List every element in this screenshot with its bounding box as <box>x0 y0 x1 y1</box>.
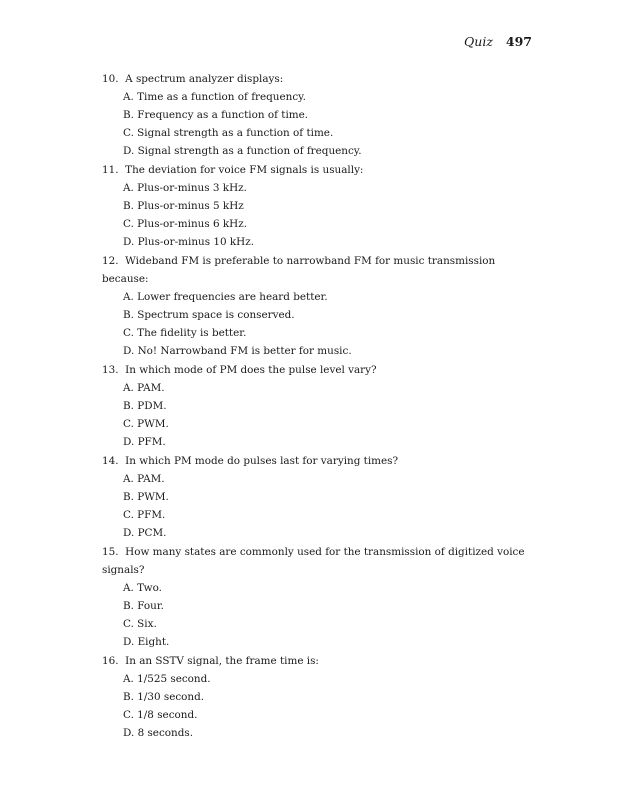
answer-options <box>102 470 542 542</box>
option-b: B. Spectrum space is conserved. <box>123 309 295 321</box>
option-a: A. PAM. <box>123 473 165 485</box>
quiz-questions <box>102 70 542 743</box>
option-c: C. PFM. <box>123 509 166 521</box>
question-13 <box>102 361 542 451</box>
option-d: D. 8 seconds. <box>123 727 194 739</box>
answer-options <box>102 379 542 451</box>
question-text: 11. The deviation for voice FM signals is usually: <box>102 164 364 176</box>
question-text: 14. In which PM mode do pulses last for varying times? <box>102 455 399 467</box>
question-text: 12. Wideband FM is preferable to narrowband FM for music transmission because: <box>102 255 496 285</box>
option-b: B. PDM. <box>123 400 167 412</box>
option-a: A. Lower frequencies are heard better. <box>123 291 328 303</box>
option-a: A. 1/525 second. <box>123 673 211 685</box>
question-14 <box>102 452 542 542</box>
question-text: 13. In which mode of PM does the pulse level vary? <box>102 364 377 376</box>
option-c: C. The fidelity is better. <box>123 327 247 339</box>
option-c: C. Six. <box>123 618 157 630</box>
option-d: D. Plus-or-minus 10 kHz. <box>123 236 255 248</box>
option-b: B. PWM. <box>123 491 169 503</box>
answer-options <box>102 579 542 651</box>
option-a: A. Time as a function of frequency. <box>123 91 306 103</box>
running-head: Quiz <box>464 34 493 49</box>
question-12 <box>102 252 542 360</box>
option-a: A. PAM. <box>123 382 165 394</box>
option-a: A. Two. <box>123 582 162 594</box>
page-header <box>464 34 532 49</box>
option-d: D. No! Narrowband FM is better for music. <box>123 345 352 357</box>
option-d: D. Eight. <box>123 636 170 648</box>
answer-options <box>102 179 542 251</box>
option-a: A. Plus-or-minus 3 kHz. <box>123 182 247 194</box>
option-d: D. PFM. <box>123 436 166 448</box>
option-c: C. Signal strength as a function of time. <box>123 127 334 139</box>
option-b: B. Frequency as a function of time. <box>123 109 309 121</box>
option-d: D. Signal strength as a function of frequency. <box>123 145 362 157</box>
question-10 <box>102 70 542 160</box>
question-text: 16. In an SSTV signal, the frame time is: <box>102 655 319 667</box>
option-c: C. 1/8 second. <box>123 709 198 721</box>
question-16 <box>102 652 542 742</box>
option-c: C. PWM. <box>123 418 169 430</box>
option-b: B. Four. <box>123 600 164 612</box>
question-11 <box>102 161 542 251</box>
option-b: B. 1/30 second. <box>123 691 205 703</box>
question-text: 15. How many states are commonly used for the transmission of digitized voice signals? <box>102 546 525 576</box>
option-c: C. Plus-or-minus 6 kHz. <box>123 218 248 230</box>
question-15 <box>102 543 542 651</box>
answer-options <box>102 88 542 160</box>
answer-options <box>102 288 542 360</box>
option-b: B. Plus-or-minus 5 kHz <box>123 200 244 212</box>
page-number: 497 <box>505 34 532 49</box>
option-d: D. PCM. <box>123 527 167 539</box>
answer-options <box>102 670 542 742</box>
question-text: 10. A spectrum analyzer displays: <box>102 73 284 85</box>
